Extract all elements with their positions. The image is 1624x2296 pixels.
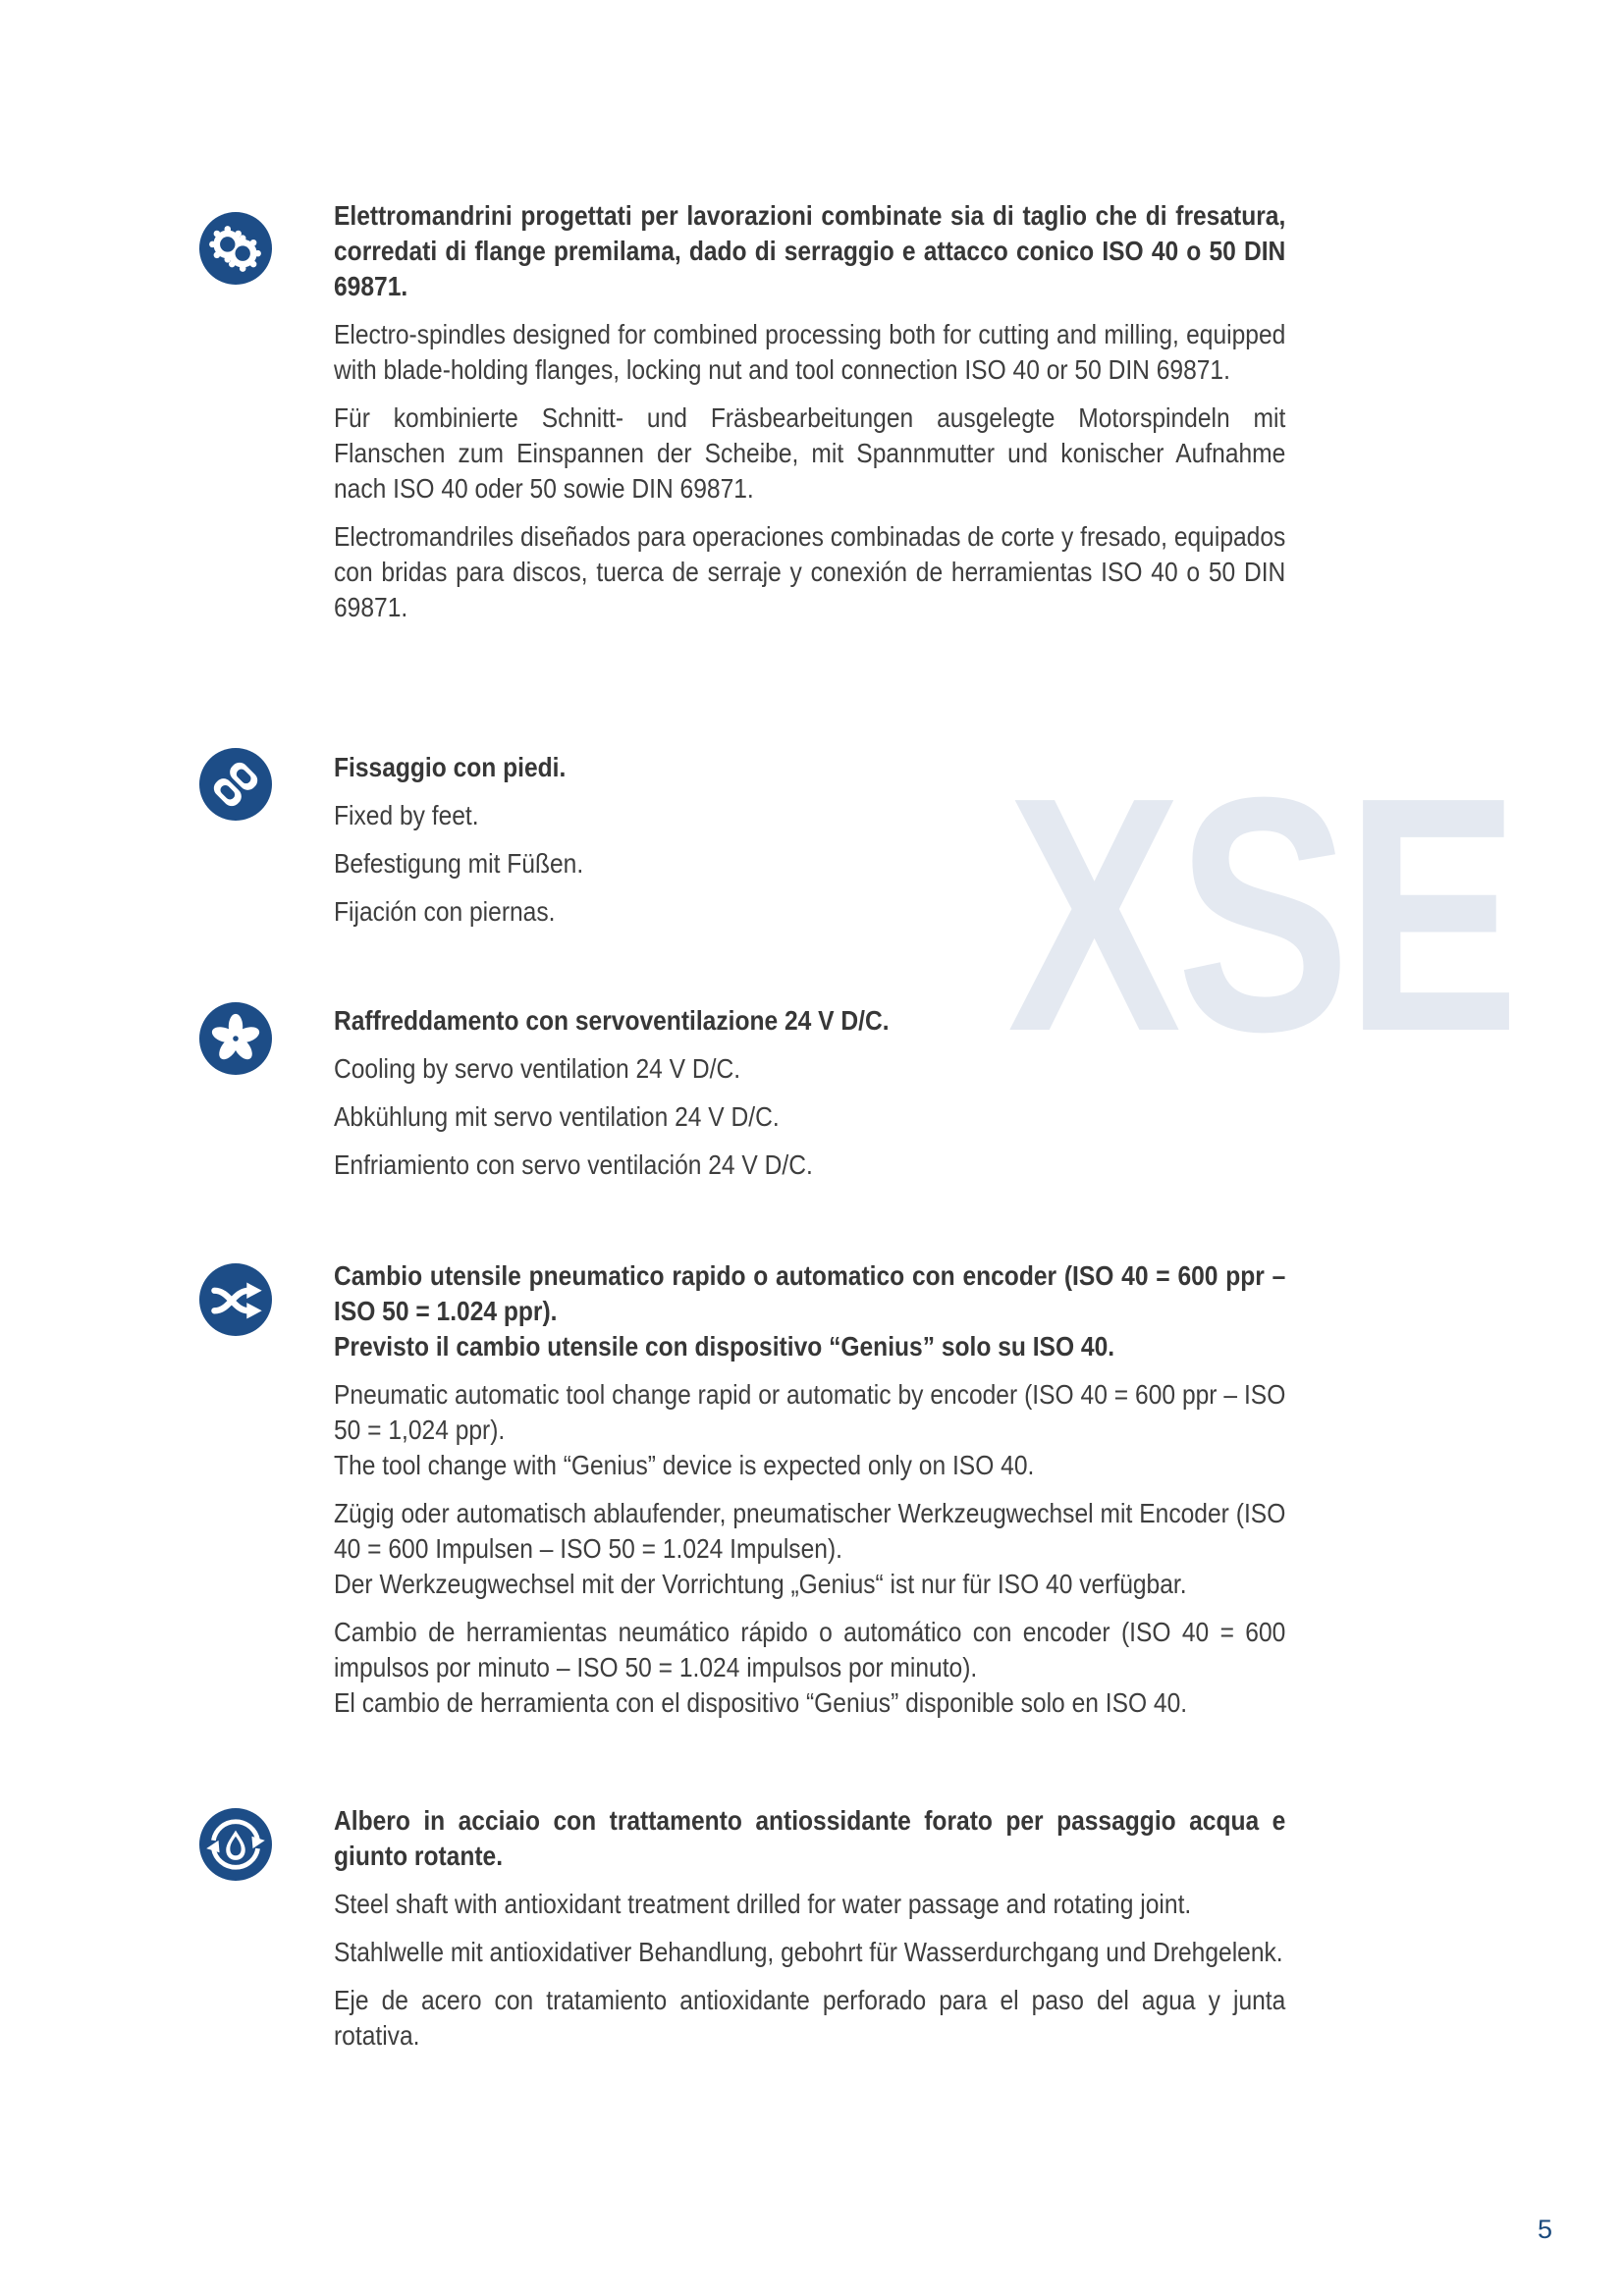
text-line: Eje de acero con tratamiento antioxidante perforado para el paso del agua y junta rotativa. — [334, 1985, 1286, 2051]
text-line: Enfriamiento con servo ventilación 24 V D/C. — [334, 1149, 813, 1180]
paragraph-spanish — [334, 1148, 1285, 1183]
text-line: Elettromandrini progettati per lavorazioni combinate sia di taglio che di fresatura, corredati di flange premilama, dado di serraggio e attacco conico ISO 40 o 50 DIN 69871. — [334, 200, 1286, 301]
text-line: Albero in acciaio con trattamento antiossidante forato per passaggio acqua e giunto rotante. — [334, 1805, 1286, 1871]
text-line: Befestigung mit Füßen. — [334, 848, 584, 879]
xse-watermark: XSE — [1007, 728, 1515, 1101]
page-number: 5 — [1538, 2215, 1553, 2244]
paragraph-italian — [334, 1803, 1285, 1874]
section-servo-ventilation — [334, 1003, 1285, 1183]
text-line: Fissaggio con piedi. — [334, 752, 567, 782]
paragraph-italian — [334, 1258, 1285, 1364]
paragraph-english — [334, 798, 1285, 833]
text-line: Electro-spindles designed for combined processing both for cutting and milling, equipped with blade-holding flanges, locking nut and tool connection ISO 40 or 50 DIN 69871. — [334, 319, 1286, 385]
section-tool-change — [334, 1258, 1285, 1721]
text-line: Stahlwelle mit antioxidativer Behandlung, gebohrt für Wasserdurchgang und Drehgelenk. — [334, 1937, 1283, 1967]
text-line: The tool change with “Genius” device is expected only on ISO 40. — [334, 1450, 1035, 1480]
paragraph-english — [334, 317, 1285, 388]
section-steel-shaft — [334, 1803, 1285, 2054]
paragraph-italian — [334, 1003, 1285, 1039]
text-line: Electromandriles diseñados para operaciones combinadas de corte y fresado, equipados con bridas para discos, tuerca de serraje y conexión de herramientas ISO 40 o 50 DIN 69871. — [334, 521, 1286, 622]
text-line: Abkühlung mit servo ventilation 24 V D/C. — [334, 1101, 780, 1132]
text-line: Fijación con piernas. — [334, 896, 556, 927]
section-combined-cutting-milling — [334, 198, 1285, 625]
paragraph-spanish — [334, 894, 1285, 930]
paragraph-german — [334, 1496, 1285, 1602]
text-line: Cambio de herramientas neumático rápido o automático con encoder (ISO 40 = 600 impulsos por minuto – ISO 50 = 1.024 impulsos por minuto). — [334, 1617, 1286, 1682]
text-line: Zügig oder automatisch ablaufender, pneumatischer Werkzeugwechsel mit Encoder (ISO 40 = 600 Impulsen – ISO 50 = 1.024 Impulsen). — [334, 1498, 1286, 1564]
text-line: Cambio utensile pneumatico rapido o automatico con encoder (ISO 40 = 600 ppr – ISO 50 = 1.024 ppr). — [334, 1260, 1286, 1326]
text-line: Der Werkzeugwechsel mit der Vorrichtung „Genius“ ist nur für ISO 40 verfügbar. — [334, 1569, 1187, 1599]
paragraph-english — [334, 1887, 1285, 1922]
paragraph-spanish — [334, 1615, 1285, 1721]
text-line: Für kombinierte Schnitt- und Fräsbearbeitungen ausgelegte Motorspindeln mit Flanschen zum Einspannen der Scheibe, mit Spannmutter und konischer Aufnahme nach ISO 40 oder 50 sowie DIN 69871. — [334, 402, 1286, 504]
text-line: Previsto il cambio utensile con dispositivo “Genius” solo su ISO 40. — [334, 1331, 1115, 1362]
tool-change-shuffle-icon — [199, 1263, 272, 1336]
text-line: El cambio de herramienta con el dispositivo “Genius” disponible solo en ISO 40. — [334, 1687, 1188, 1718]
paragraph-german — [334, 1099, 1285, 1135]
paragraph-german — [334, 1935, 1285, 1970]
text-line: Cooling by servo ventilation 24 V D/C. — [334, 1053, 741, 1084]
paragraph-english — [334, 1377, 1285, 1483]
paragraph-spanish — [334, 519, 1285, 625]
saw-blades-icon — [199, 212, 272, 285]
text-line: Fixed by feet. — [334, 800, 479, 830]
water-drop-rotation-icon — [199, 1808, 272, 1881]
paragraph-german — [334, 400, 1285, 507]
paragraph-german — [334, 846, 1285, 881]
text-line: Steel shaft with antioxidant treatment drilled for water passage and rotating joint. — [334, 1889, 1192, 1919]
text-line: Pneumatic automatic tool change rapid or automatic by encoder (ISO 40 = 600 ppr – ISO 50 = 1,024 ppr). — [334, 1379, 1286, 1445]
paragraph-italian — [334, 750, 1285, 785]
feet-chain-icon — [199, 748, 272, 821]
paragraph-italian — [334, 198, 1285, 304]
section-fixed-by-feet — [334, 750, 1285, 930]
paragraph-spanish — [334, 1983, 1285, 2054]
text-line: Raffreddamento con servoventilazione 24 V D/C. — [334, 1005, 890, 1036]
fan-icon — [199, 1002, 272, 1075]
paragraph-english — [334, 1051, 1285, 1087]
